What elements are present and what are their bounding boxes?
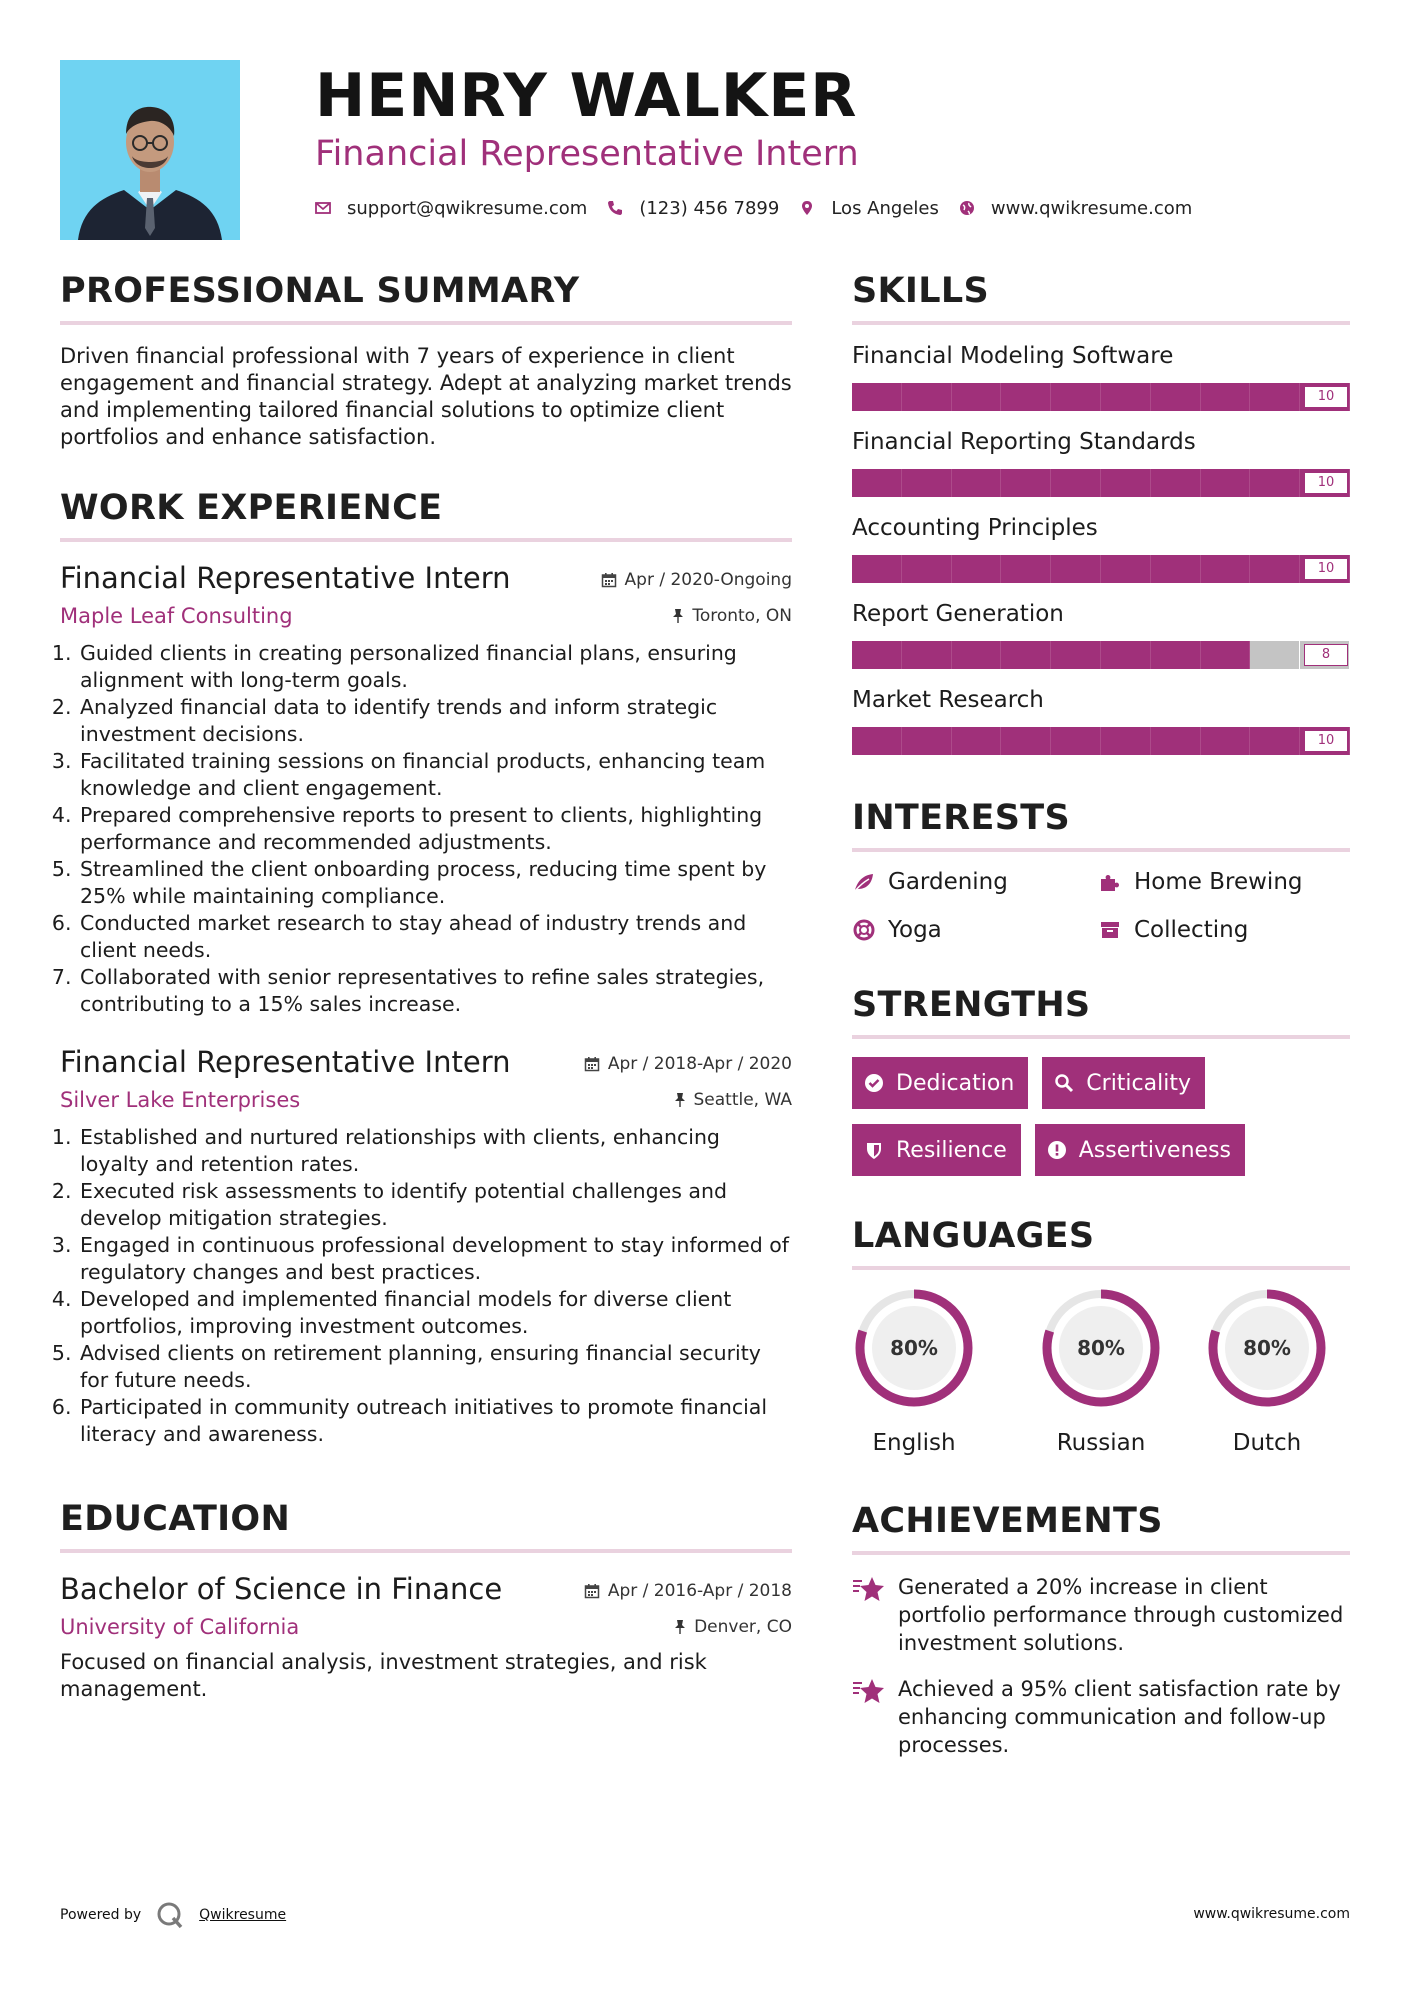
strength-label: Resilience bbox=[896, 1137, 1007, 1163]
list-item: 4. Prepared comprehensive reports to present to clients, highlighting performance and recommended adjustments. bbox=[78, 802, 792, 856]
achievements-section bbox=[852, 1500, 1350, 1759]
skill-bar-segment bbox=[852, 641, 902, 669]
interest-label: Collecting bbox=[1134, 917, 1249, 943]
job-duties bbox=[60, 1124, 792, 1448]
candidate-name: HENRY WALKER bbox=[315, 61, 858, 131]
list-item: 2. Executed risk assessments to identify potential challenges and develop mitigation strategies. bbox=[78, 1178, 792, 1232]
list-item: 6. Participated in community outreach initiatives to promote financial literacy and awareness. bbox=[78, 1394, 792, 1448]
skill-level-value: 8 bbox=[1304, 644, 1348, 666]
pushpin-icon bbox=[672, 608, 684, 624]
language-ring bbox=[852, 1286, 976, 1410]
achievement-text: Generated a 20% increase in client portfolio performance through customized investment solutions. bbox=[898, 1575, 1344, 1655]
education-description: Focused on financial analysis, investment strategies, and risk management. bbox=[60, 1650, 707, 1701]
experience-section bbox=[60, 487, 792, 1448]
job-dates bbox=[601, 570, 792, 590]
pushpin-icon bbox=[674, 1092, 686, 1108]
job-location bbox=[674, 1090, 793, 1110]
section-divider bbox=[852, 1551, 1350, 1555]
school-name: University of California bbox=[60, 1615, 300, 1639]
language-name: Russian bbox=[1056, 1430, 1146, 1456]
list-item: 4. Developed and implemented financial models for diverse client portfolios, improving investment outcomes. bbox=[78, 1286, 792, 1340]
shield-icon bbox=[864, 1140, 884, 1160]
calendar-icon bbox=[601, 572, 617, 588]
skill-bar-segment bbox=[1250, 555, 1300, 583]
company-name: Silver Lake Enterprises bbox=[60, 1088, 301, 1112]
strength-badge bbox=[1042, 1057, 1205, 1109]
summary-text: Driven financial professional with 7 years of experience in client engagement and financial strategy. Adept at analyzing market trends and implementing tailored financial solutions to optimize client portfolios and enhance satisfaction. bbox=[60, 344, 792, 449]
skill-name: Financial Reporting Standards bbox=[852, 429, 1196, 455]
list-item: 5. Streamlined the client onboarding process, reducing time spent by 25% while maintaining compliance. bbox=[78, 856, 792, 910]
pushpin-icon bbox=[674, 1619, 686, 1635]
skill-bar-segment bbox=[1201, 469, 1251, 497]
skill-level-value: 10 bbox=[1304, 386, 1348, 408]
skill-bar-segment bbox=[1250, 727, 1300, 755]
skill-bar-segment bbox=[1201, 555, 1251, 583]
skill-bar-segment bbox=[1051, 727, 1101, 755]
skill-item bbox=[852, 513, 1350, 583]
skill-bar-segment bbox=[1201, 641, 1251, 669]
strengths-heading: STRENGTHS bbox=[852, 985, 1091, 1025]
degree-title: Bachelor of Science in Finance bbox=[60, 1572, 503, 1606]
company-name: Maple Leaf Consulting bbox=[60, 604, 293, 628]
skill-bar-segment bbox=[1001, 555, 1051, 583]
skill-bar-segment bbox=[1151, 555, 1201, 583]
map-marker-icon bbox=[799, 200, 815, 216]
brand-link[interactable]: Qwikresume bbox=[199, 1907, 287, 1923]
skill-name: Report Generation bbox=[852, 601, 1064, 627]
job-location bbox=[672, 606, 792, 626]
interests-heading: INTERESTS bbox=[852, 798, 1070, 838]
skill-bar-segment bbox=[1001, 727, 1051, 755]
skill-bar-segment bbox=[1151, 469, 1201, 497]
skill-item bbox=[852, 427, 1350, 497]
skill-bar-segment bbox=[1051, 641, 1101, 669]
achievements-heading: ACHIEVEMENTS bbox=[852, 1501, 1163, 1541]
skill-level-bar bbox=[852, 555, 1350, 583]
education-dates bbox=[584, 1581, 792, 1601]
envelope-icon bbox=[315, 200, 331, 216]
strength-label: Criticality bbox=[1086, 1070, 1191, 1096]
footer-powered-by bbox=[60, 1900, 286, 1930]
section-divider bbox=[852, 848, 1350, 852]
section-divider bbox=[852, 1266, 1350, 1270]
achievement-text: Achieved a 95% client satisfaction rate by enhancing communication and follow-up processes. bbox=[898, 1677, 1341, 1757]
contact-website-text: www.qwikresume.com bbox=[990, 197, 1193, 219]
skill-bar-segment bbox=[952, 383, 1002, 411]
skill-bar-segment bbox=[852, 383, 902, 411]
interest-item bbox=[1098, 868, 1344, 896]
search-icon bbox=[1054, 1073, 1074, 1093]
star-icon bbox=[852, 1575, 886, 1605]
contact-bar bbox=[315, 193, 1212, 223]
section-divider bbox=[60, 321, 792, 325]
language-item bbox=[1184, 1286, 1350, 1458]
skill-bar-segment bbox=[952, 555, 1002, 583]
skill-bar-segment bbox=[1101, 555, 1151, 583]
skill-bar-segment bbox=[952, 641, 1002, 669]
summary-heading: PROFESSIONAL SUMMARY bbox=[60, 271, 580, 311]
language-percent: 80% bbox=[890, 1336, 938, 1360]
language-ring bbox=[1205, 1286, 1329, 1410]
skill-bar-segment bbox=[1051, 469, 1101, 497]
exclamation-circle-icon bbox=[1047, 1140, 1067, 1160]
list-item: 2. Analyzed financial data to identify trends and inform strategic investment decisions. bbox=[78, 694, 792, 748]
language-item bbox=[1018, 1286, 1184, 1458]
interest-item bbox=[852, 916, 1098, 944]
job-location-text: Seattle, WA bbox=[693, 1090, 792, 1110]
job-dates-text: Apr / 2020-Ongoing bbox=[624, 570, 792, 590]
contact-location-text: Los Angeles bbox=[831, 197, 939, 219]
check-circle-icon bbox=[864, 1073, 884, 1093]
puzzle-piece-icon bbox=[1098, 870, 1122, 894]
language-name: English bbox=[872, 1430, 956, 1456]
skill-level-bar bbox=[852, 641, 1350, 669]
language-item bbox=[852, 1286, 1018, 1458]
language-ring bbox=[1039, 1286, 1163, 1410]
skill-name: Accounting Principles bbox=[852, 515, 1098, 541]
calendar-icon bbox=[584, 1056, 600, 1072]
education-heading: EDUCATION bbox=[60, 1499, 291, 1539]
strengths-section bbox=[852, 984, 1350, 1191]
skill-bar-segment bbox=[1051, 383, 1101, 411]
skill-bar-segment bbox=[852, 727, 902, 755]
job-location-text: Toronto, ON bbox=[692, 606, 792, 626]
education-location-text: Denver, CO bbox=[694, 1617, 792, 1637]
skill-level-value: 10 bbox=[1304, 730, 1348, 752]
list-item: 3. Facilitated training sessions on financial products, enhancing team knowledge and client engagement. bbox=[78, 748, 792, 802]
language-percent: 80% bbox=[1077, 1336, 1125, 1360]
summary-section bbox=[60, 270, 792, 451]
qwikresume-logo-icon bbox=[155, 1900, 185, 1930]
skill-bar-segment bbox=[1001, 383, 1051, 411]
skills-section bbox=[852, 270, 1350, 755]
skill-bar-segment bbox=[1250, 469, 1300, 497]
skill-bar-segment bbox=[1101, 469, 1151, 497]
list-item: 1. Guided clients in creating personalized financial plans, ensuring alignment with long-term goals. bbox=[78, 640, 792, 694]
skill-name: Market Research bbox=[852, 687, 1044, 713]
education-location bbox=[674, 1617, 792, 1637]
job-entry bbox=[60, 1044, 792, 1448]
footer-url[interactable]: www.qwikresume.com bbox=[1193, 1906, 1350, 1922]
list-item: 6. Conducted market research to stay ahead of industry trends and client needs. bbox=[78, 910, 792, 964]
skills-list bbox=[852, 341, 1350, 755]
contact-phone[interactable] bbox=[607, 198, 779, 219]
achievement-item bbox=[852, 1675, 1350, 1759]
education-section bbox=[60, 1498, 792, 1703]
skill-bar-segment bbox=[902, 383, 952, 411]
job-entry bbox=[60, 560, 792, 1018]
skill-bar-segment bbox=[1201, 383, 1251, 411]
skill-bar-segment bbox=[1151, 727, 1201, 755]
section-divider bbox=[60, 538, 792, 542]
right-column bbox=[852, 270, 1350, 1759]
skill-bar-segment bbox=[902, 555, 952, 583]
education-entry bbox=[60, 1571, 792, 1703]
archive-box-icon bbox=[1098, 918, 1122, 942]
languages-list bbox=[852, 1286, 1350, 1458]
skill-bar-segment bbox=[1101, 641, 1151, 669]
skill-bar-segment bbox=[1250, 641, 1300, 669]
skill-bar-segment bbox=[952, 727, 1002, 755]
globe-icon bbox=[959, 200, 975, 216]
powered-by-text: Powered by bbox=[60, 1907, 142, 1923]
skill-item bbox=[852, 341, 1350, 411]
star-icon bbox=[852, 1677, 886, 1707]
lifebuoy-icon bbox=[852, 918, 876, 942]
skill-bar-segment bbox=[1201, 727, 1251, 755]
interest-label: Yoga bbox=[888, 917, 942, 943]
left-column bbox=[60, 270, 792, 1703]
skill-bar-segment bbox=[1051, 555, 1101, 583]
languages-heading: LANGUAGES bbox=[852, 1216, 1095, 1256]
contact-location bbox=[799, 198, 939, 219]
skill-level-bar bbox=[852, 469, 1350, 497]
skill-name: Financial Modeling Software bbox=[852, 343, 1174, 369]
list-item: 7. Collaborated with senior representatives to refine sales strategies, contributing to a 15% sales increase. bbox=[78, 964, 792, 1018]
interest-item bbox=[1098, 916, 1344, 944]
contact-email-text: support@qwikresume.com bbox=[347, 197, 588, 219]
skill-bar-segment bbox=[1250, 383, 1300, 411]
job-duties bbox=[60, 640, 792, 1018]
skill-bar-segment bbox=[1151, 641, 1201, 669]
skills-heading: SKILLS bbox=[852, 271, 989, 311]
job-title: Financial Representative Intern bbox=[60, 561, 511, 595]
candidate-title: Financial Representative Intern bbox=[315, 134, 859, 174]
education-dates-text: Apr / 2016-Apr / 2018 bbox=[607, 1581, 792, 1601]
skill-level-bar bbox=[852, 383, 1350, 411]
list-item: 1. Established and nurtured relationships with clients, enhancing loyalty and retention rates. bbox=[78, 1124, 792, 1178]
calendar-icon bbox=[584, 1583, 600, 1599]
skill-bar-segment bbox=[1151, 383, 1201, 411]
section-divider bbox=[852, 1035, 1350, 1039]
skill-level-bar bbox=[852, 727, 1350, 755]
skill-level-value: 10 bbox=[1304, 472, 1348, 494]
contact-website[interactable] bbox=[959, 198, 1192, 219]
skill-item bbox=[852, 685, 1350, 755]
section-divider bbox=[852, 321, 1350, 325]
skill-bar-segment bbox=[902, 469, 952, 497]
skill-bar-segment bbox=[902, 641, 952, 669]
interests-list bbox=[852, 868, 1350, 944]
strength-label: Dedication bbox=[896, 1070, 1015, 1096]
strength-badge bbox=[852, 1124, 1021, 1176]
leaf-icon bbox=[852, 870, 876, 894]
job-title: Financial Representative Intern bbox=[60, 1045, 511, 1079]
contact-email[interactable] bbox=[315, 198, 587, 219]
contact-phone-text: (123) 456 7899 bbox=[639, 197, 780, 219]
skill-item bbox=[852, 599, 1350, 669]
interest-label: Gardening bbox=[888, 869, 1008, 895]
achievement-item bbox=[852, 1573, 1350, 1657]
interest-item bbox=[852, 868, 1098, 896]
skill-bar-segment bbox=[852, 469, 902, 497]
strength-badge bbox=[1035, 1124, 1245, 1176]
job-dates bbox=[584, 1054, 792, 1074]
interest-label: Home Brewing bbox=[1134, 869, 1303, 895]
strength-label: Assertiveness bbox=[1078, 1137, 1231, 1163]
person-photo-illustration bbox=[60, 60, 240, 240]
strength-badge bbox=[852, 1057, 1028, 1109]
strengths-list bbox=[852, 1057, 1350, 1191]
list-item: 3. Engaged in continuous professional development to stay informed of regulatory changes and best practices. bbox=[78, 1232, 792, 1286]
skill-bar-segment bbox=[1001, 641, 1051, 669]
phone-icon bbox=[607, 200, 623, 216]
skill-bar-segment bbox=[852, 555, 902, 583]
skill-bar-segment bbox=[1101, 383, 1151, 411]
interests-section bbox=[852, 797, 1350, 944]
list-item: 5. Advised clients on retirement planning, ensuring financial security for future needs. bbox=[78, 1340, 792, 1394]
job-dates-text: Apr / 2018-Apr / 2020 bbox=[607, 1054, 792, 1074]
language-name: Dutch bbox=[1232, 1430, 1302, 1456]
section-divider bbox=[60, 1549, 792, 1553]
skill-bar-segment bbox=[952, 469, 1002, 497]
languages-section bbox=[852, 1215, 1350, 1458]
skill-bar-segment bbox=[1101, 727, 1151, 755]
profile-photo bbox=[60, 60, 240, 240]
language-percent: 80% bbox=[1243, 1336, 1291, 1360]
experience-heading: WORK EXPERIENCE bbox=[60, 488, 443, 528]
skill-level-value: 10 bbox=[1304, 558, 1348, 580]
skill-bar-segment bbox=[902, 727, 952, 755]
skill-bar-segment bbox=[1001, 469, 1051, 497]
